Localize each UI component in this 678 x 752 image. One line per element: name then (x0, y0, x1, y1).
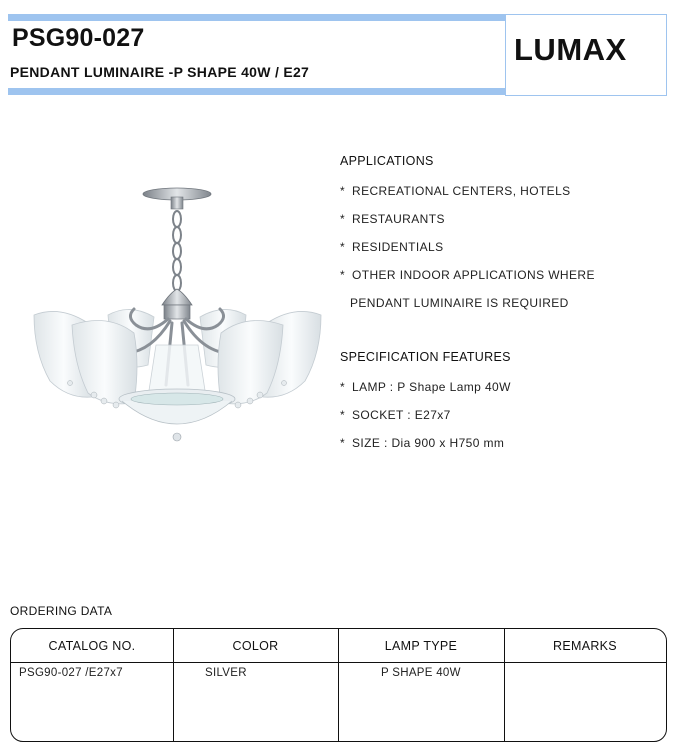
bullet: * (340, 408, 346, 422)
cell-color: SILVER (205, 667, 247, 679)
bullet: * (340, 240, 346, 254)
application-item (340, 268, 595, 282)
bullet: * (340, 436, 346, 450)
title-bar-top (8, 14, 505, 21)
spec-item (340, 436, 504, 450)
spec-item (340, 380, 511, 394)
application-text: RESTAURANTS (352, 212, 445, 226)
ordering-table (10, 628, 667, 742)
spec-text: SOCKET : E27x7 (352, 408, 451, 422)
pendant-chandelier-illustration (30, 185, 325, 455)
ordering-data-label: ORDERING DATA (10, 604, 113, 618)
logo-box (505, 14, 667, 96)
bullet: * (340, 268, 346, 282)
application-text: RECREATIONAL CENTERS, HOTELS (352, 184, 571, 198)
center-glass-bowl (119, 389, 235, 441)
application-item (340, 184, 571, 198)
application-item (340, 212, 445, 226)
column-header-color: COLOR (232, 639, 279, 653)
spec-item (340, 408, 451, 422)
product-subtitle: PENDANT LUMINAIRE -P SHAPE 40W / E27 (10, 64, 310, 80)
model-number: PSG90-027 (12, 24, 145, 52)
bullet: * (340, 380, 346, 394)
specification-heading: SPECIFICATION FEATURES (340, 350, 511, 364)
cell-catalog-no: PSG90-027 /E27x7 (19, 667, 123, 679)
application-item (340, 240, 444, 254)
column-header-lamp-type: LAMP TYPE (384, 639, 458, 653)
title-block (8, 14, 505, 96)
column-header-remarks: REMARKS (553, 639, 617, 653)
bullet: * (340, 184, 346, 198)
spec-text: LAMP : P Shape Lamp 40W (352, 380, 511, 394)
brand-logo: LUMAX (514, 32, 627, 67)
column-header-catalog: CATALOG NO. (48, 639, 136, 653)
ceiling-canopy (143, 188, 211, 209)
hanging-chain (173, 211, 181, 291)
application-continuation: PENDANT LUMINAIRE IS REQUIRED (350, 296, 569, 310)
header (8, 14, 668, 96)
spec-text: SIZE : Dia 900 x H750 mm (352, 436, 505, 450)
cell-lamp-type: P SHAPE 40W (381, 667, 461, 679)
applications-heading: APPLICATIONS (340, 154, 434, 168)
bullet: * (340, 212, 346, 226)
application-text: RESIDENTIALS (352, 240, 444, 254)
application-text: OTHER INDOOR APPLICATIONS WHERE (352, 268, 595, 282)
chandelier-crown (162, 289, 192, 319)
title-bar-bottom (8, 88, 505, 95)
